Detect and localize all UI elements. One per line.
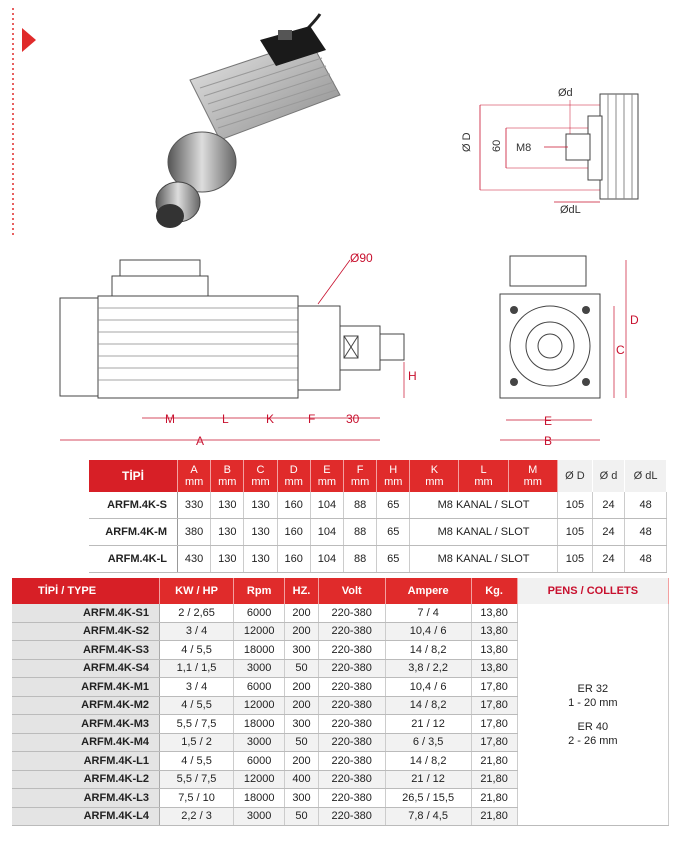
label-front-e: E (544, 414, 553, 428)
table-row: ARFM.4K-M2 4 / 5,5 12000 200 220-380 14 / 8,2 17,80 (12, 696, 669, 715)
table-row: ARFM.4K-L1 4 / 5,5 6000 200 220-380 14 / 8,2 21,80 (12, 752, 669, 771)
table-row: ARFM.4K-L3 7,5 / 10 18000 300 220-380 26,5 / 15,5 21,80 (12, 789, 669, 808)
label-m8: M8 (516, 142, 532, 154)
th-l: L mm (459, 460, 508, 492)
th-b: B mm (211, 460, 244, 492)
th-k: K mm (410, 460, 459, 492)
corner-marker (0, 0, 60, 240)
table-row: ARFM.4K-L4 2,2 / 3 3000 50 220-380 7,8 / 4,5 21,80 (12, 807, 669, 826)
label-front-c: C (616, 343, 625, 357)
label-front-b: B (544, 434, 553, 448)
spindle-motor-photo (130, 10, 360, 242)
dimension-table (89, 460, 667, 573)
table-row: ARFM.4K-M3 5,5 / 7,5 18000 300 220-380 21 / 12 17,80 (12, 715, 669, 734)
table-row: ARFM.4K-S 330 130 130 160 104 88 65 M8 KANAL / SLOT 105 24 48 (89, 492, 667, 519)
spec-table (12, 578, 669, 826)
shaft-detail-drawing (460, 80, 650, 215)
th-kw: KW / HP (160, 578, 234, 604)
label-m: M (165, 412, 175, 426)
th-kg: Kg. (471, 578, 517, 604)
th-d: D mm (277, 460, 310, 492)
table-row: ARFM.4K-S2 3 / 4 12000 200 220-380 10,4 / 6 13,80 (12, 622, 669, 641)
label-phi90: Ø90 (350, 251, 373, 265)
table-row: ARFM.4K-S4 1,1 / 1,5 3000 50 220-380 3,8 / 2,2 13,80 (12, 659, 669, 678)
label-a: A (196, 434, 205, 448)
red-arrow-icon (22, 28, 36, 52)
th-ampere: Ampere (385, 578, 471, 604)
collets-cell: ER 32 1 - 20 mm ER 40 2 - 26 mm (517, 604, 668, 826)
th-m: M mm (508, 460, 557, 492)
label-h: H (408, 369, 417, 383)
table-row: ARFM.4K-S3 4 / 5,5 18000 300 220-380 14 / 8,2 13,80 (12, 641, 669, 660)
th-d-small: Ø d (592, 460, 624, 492)
label-od: Ø D (461, 132, 473, 152)
th-od: Ø D (557, 460, 592, 492)
table-row: ARFM.4K-L2 5,5 / 7,5 12000 400 220-380 21 / 12 21,80 (12, 770, 669, 789)
label-thirty: 30 (346, 412, 360, 426)
th-f: F mm (344, 460, 377, 492)
th-type: TİPİ (89, 460, 178, 492)
th-collets: PENS / COLLETS (517, 578, 668, 604)
label-k: K (266, 412, 275, 426)
spec-table-header (12, 578, 669, 604)
label-front-d: D (630, 313, 639, 327)
table-row: ARFM.4K-M1 3 / 4 6000 200 220-380 10,4 / 6 17,80 (12, 678, 669, 697)
label-sixty: 60 (491, 139, 503, 152)
table-row: ARFM.4K-S1 2 / 2,65 6000 200 220-380 7 / 4 13,80 ER 32 1 - 20 mm ER 40 2 - 26 mm (12, 604, 669, 622)
th-volt: Volt (318, 578, 385, 604)
table-row: ARFM.4K-M4 1,5 / 2 3000 50 220-380 6 / 3,5 17,80 (12, 733, 669, 752)
label-d: Ød (558, 87, 573, 99)
th-a: A mm (178, 460, 211, 492)
label-f: F (308, 412, 316, 426)
th-rpm: Rpm (234, 578, 285, 604)
th-hz: HZ. (285, 578, 319, 604)
dimension-table-header (89, 460, 667, 492)
label-dl: ØdL (560, 204, 581, 215)
front-view-drawing (480, 250, 660, 450)
th-h: H mm (377, 460, 410, 492)
th-e: E mm (310, 460, 343, 492)
th-c: C mm (244, 460, 277, 492)
table-row: ARFM.4K-L 430 130 130 160 104 88 65 M8 KANAL / SLOT 105 24 48 (89, 546, 667, 573)
th-type-en: TİPİ / TYPE (12, 578, 160, 604)
th-dl: Ø dL (625, 460, 667, 492)
side-view-drawing (50, 250, 430, 450)
table-row: ARFM.4K-M 380 130 130 160 104 88 65 M8 KANAL / SLOT 105 24 48 (89, 519, 667, 546)
label-l: L (222, 412, 229, 426)
